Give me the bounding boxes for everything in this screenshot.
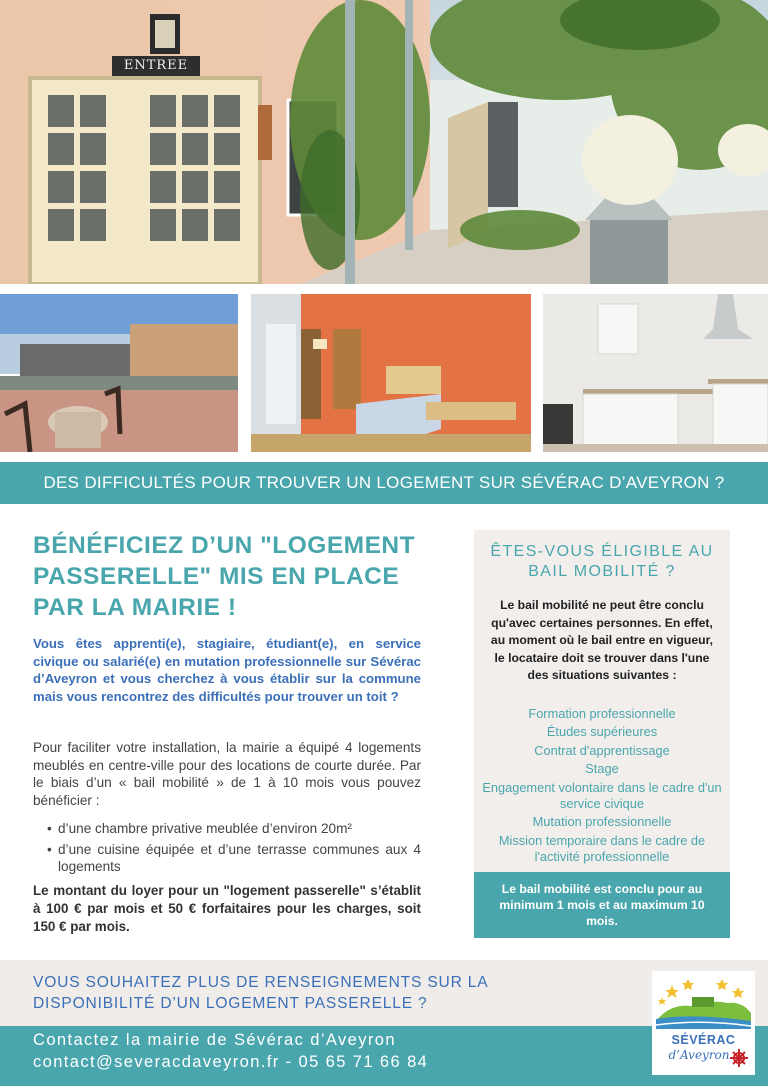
situation-item: Mutation professionnelle: [532, 814, 672, 830]
situation-item: Engagement volontaire dans le cadre d'un service civique: [482, 779, 722, 811]
benefits-list: [47, 820, 421, 879]
situation-item: Mission temporaire dans le cadre de l'activité professionnelle: [498, 832, 706, 864]
eligibility-text: Le bail mobilité ne peut être conclu qu'avec certaines personnes. En effet, au moment où le bail entre en vigueur, le locataire doit se trouver dans l'une des situations suivantes :: [490, 598, 714, 682]
situation-item: Études supérieures: [546, 724, 658, 740]
terrace-photo: [0, 294, 238, 452]
situation-item: Stage: [585, 761, 619, 777]
more-info-question: VOUS SOUHAITEZ PLUS DE RENSEIGNEMENTS SUR LA DISPONIBILITÉ D’UN LOGEMENT PASSERELLE ?: [33, 974, 488, 1012]
severac-logo: [652, 971, 755, 1075]
benefit-item: • d’une cuisine équipée et d’une terrasse communes aux 4 logements: [47, 841, 421, 876]
kitchen-photo: [543, 294, 768, 452]
logo-name: SÉVÉRAC: [671, 1033, 736, 1047]
situations-list: [482, 706, 722, 867]
installation-paragraph: Pour faciliter votre installation, la mairie a équipé 4 logements meublés en centre-ville pour des locations de courte durée. Par le biais d’un « bail mobilité » de 1 à 10 mois vous pouvez bénéficier :: [33, 740, 421, 808]
eligibility-title: ÊTES-VOUS ÉLIGIBLE AU BAIL MOBILITÉ ?: [490, 543, 714, 580]
situation-item: Contrat d'apprentissage: [534, 742, 670, 758]
benefit-item: • d’une chambre privative meublée d’environ 20m²: [47, 820, 421, 838]
logo-subtitle: d’Aveyron: [668, 1048, 730, 1062]
contact-email-phone[interactable]: contact@severacdaveyron.fr - 05 65 71 66 84: [33, 1053, 429, 1071]
entree-sign: ENTREE: [123, 58, 189, 73]
contact-line: Contactez la mairie de Sévérac d’Aveyron: [33, 1031, 396, 1049]
rent-paragraph: Le montant du loyer pour un "logement passerelle" s’établit à 100 € par mois et 50 € forfaitaires pour les charges, soit 150 € par mois.: [33, 883, 421, 934]
main-title: BÉNÉFICIEZ D’UN "LOGEMENT PASSERELLE" MIS EN PLACE PAR LA MAIRIE !: [33, 532, 416, 621]
entrance-photo: [0, 0, 768, 284]
duration-note: Le bail mobilité est conclu pour au minimum 1 mois et au maximum 10 mois.: [474, 872, 730, 938]
intro-paragraph: Vous êtes apprenti(e), stagiaire, étudiant(e), en service civique ou salarié(e) en mutation professionnelle sur Sévérac d’Aveyron et vous cherchez à vous établir sur la commune mais vous rencontrez des difficultés pour trouver un toit ?: [33, 636, 421, 704]
bedroom-photo: [251, 294, 531, 452]
headline-banner: DES DIFFICULTÉS POUR TROUVER UN LOGEMENT SUR SÉVÉRAC D’AVEYRON ?: [0, 462, 768, 504]
situation-item: Formation professionnelle: [528, 706, 676, 721]
